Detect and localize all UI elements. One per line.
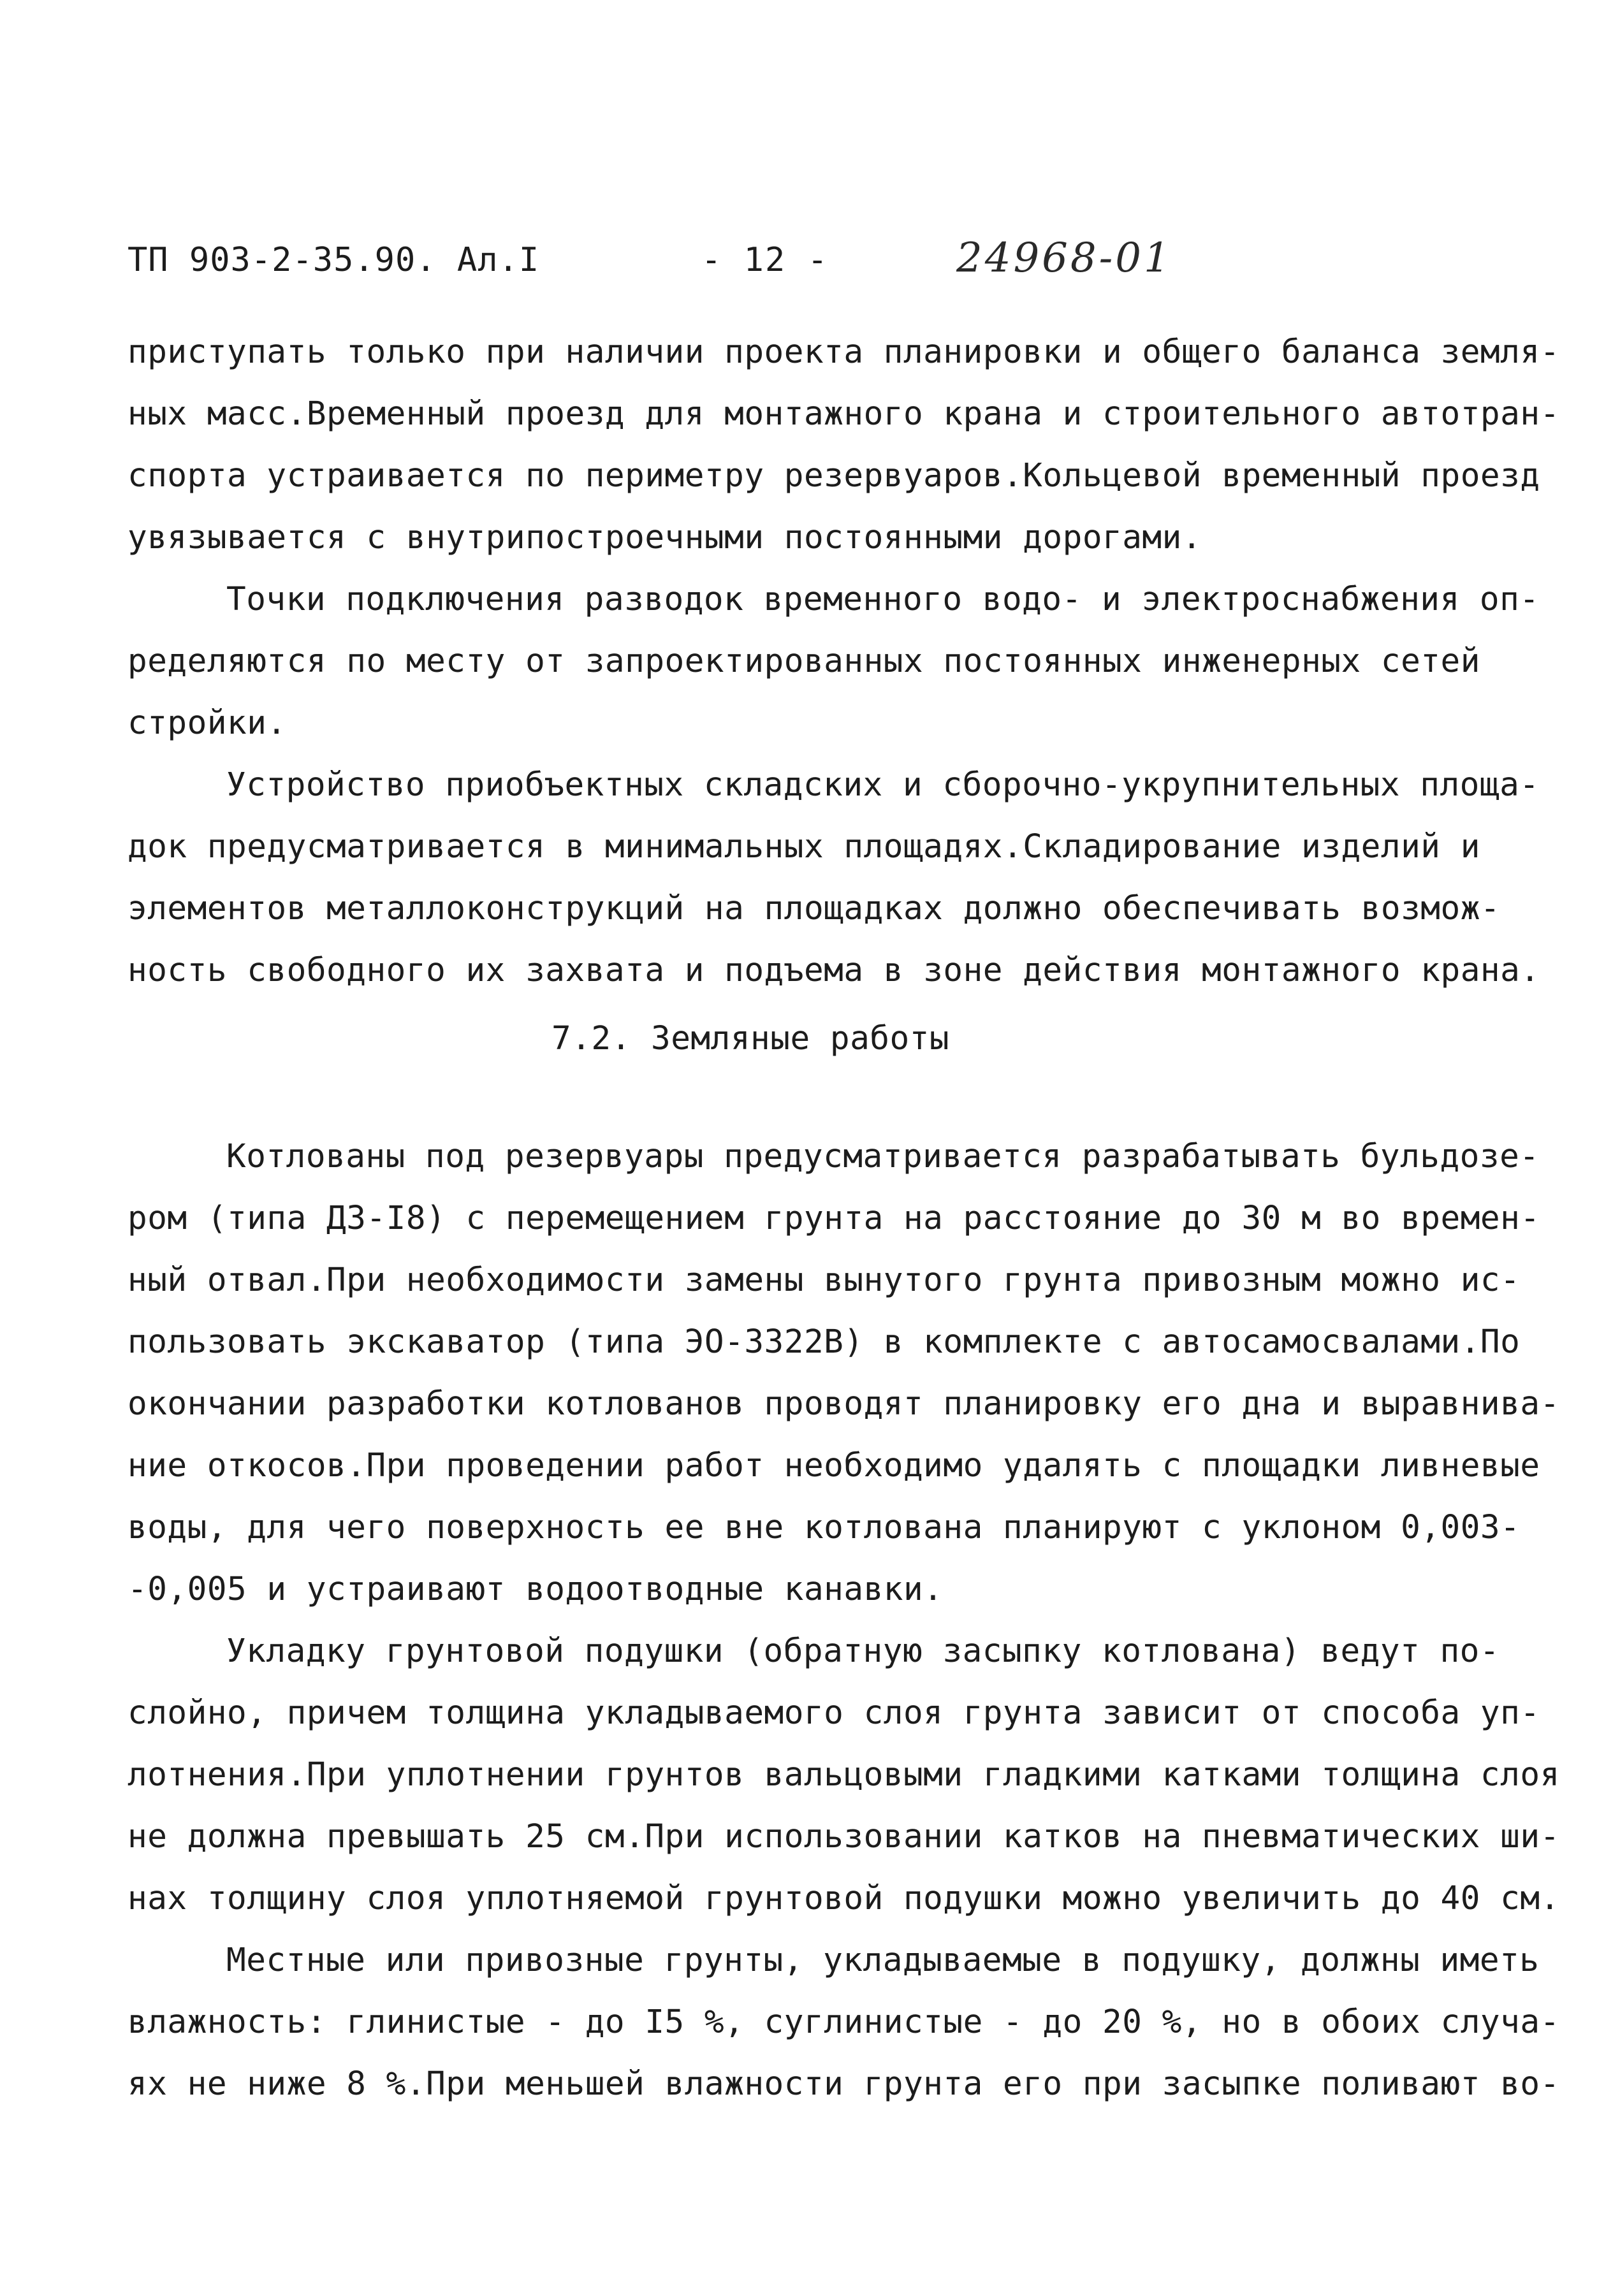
- text-line: пользовать экскаватор (типа ЭО-3322В) в комплекте с автосамосвалами.По: [128, 1323, 1521, 1361]
- text-line: -0,005 и устраивают водоотводные канавки.: [128, 1571, 944, 1608]
- text-line: ность свободного их захвата и подъема в зоне действия монтажного крана.: [128, 952, 1540, 989]
- text-line: элементов металлоконструкций на площадках должно обеспечивать возмож-: [128, 890, 1501, 927]
- page-number: - 12 -: [701, 241, 829, 279]
- document-code: ТП 903-2-35.90. Ал.I: [128, 241, 540, 279]
- text-line: нах толщину слоя уплотняемой грунтовой подушки можно увеличить до 40 см.: [128, 1880, 1560, 1917]
- text-line: ределяются по месту от запроектированных постоянных инженерных сетей: [128, 643, 1480, 680]
- text-line: приступать только при наличии проекта планировки и общего баланса земля-: [128, 333, 1560, 371]
- text-line: ных масс.Временный проезд для монтажного крана и строительного автотран-: [128, 395, 1560, 433]
- section-heading: 7.2. Земляные работы: [551, 1020, 950, 1057]
- text-line: слойно, причем толщина укладываемого слоя грунта зависит от способа уп-: [128, 1694, 1540, 1732]
- text-line: ях не ниже 8 %.При меньшей влажности грунта его при засыпке поливают во-: [128, 2065, 1560, 2103]
- text-line: спорта устраивается по периметру резервуаров.Кольцевой временный проезд: [128, 457, 1540, 495]
- text-line: стройки.: [128, 704, 287, 742]
- paragraph-first-line: Котлованы под резервуары предусматривается разрабатывать бульдозе-: [226, 1138, 1540, 1175]
- handwritten-inventory-number: 24968-01: [956, 235, 1172, 282]
- document-body: [128, 321, 1560, 2115]
- page-header: [128, 229, 1517, 293]
- text-line: док предусматривается в минимальных площадях.Складирование изделий и: [128, 828, 1480, 866]
- paragraph-first-line: Укладку грунтовой подушки (обратную засыпку котлована) ведут по-: [226, 1632, 1500, 1670]
- text-line: ный отвал.При необходимости замены вынутого грунта привозным можно ис-: [128, 1261, 1521, 1299]
- text-line: влажность: глинистые - до I5 %, суглинистые - до 20 %, но в обоих случа-: [128, 2003, 1560, 2041]
- paragraph-first-line: Местные или привозные грунты, укладываемые в подушку, должны иметь: [226, 1942, 1540, 1979]
- text-line: воды, для чего поверхность ее вне котлована планируют с уклоном 0,003-: [128, 1509, 1521, 1546]
- text-line: окончании разработки котлованов проводят планировку его дна и выравнива-: [128, 1385, 1560, 1423]
- text-line: не должна превышать 25 см.При использовании катков на пневматических ши-: [128, 1818, 1560, 1856]
- paragraph-first-line: Устройство приобъектных складских и сборочно-укрупнительных площа-: [226, 766, 1540, 804]
- text-line: ние откосов.При проведении работ необходимо удалять с площадки ливневые: [128, 1447, 1540, 1485]
- text-line: ром (типа ДЗ-I8) с перемещением грунта на расстояние до 30 м во времен-: [128, 1200, 1540, 1237]
- text-line: увязывается с внутрипостроечными постоянными дорогами.: [128, 519, 1202, 556]
- paragraph-first-line: Точки подключения разводок временного водо- и электроснабжения оп-: [226, 581, 1540, 618]
- text-line: лотнения.При уплотнении грунтов вальцовыми гладкими катками толщина слоя: [128, 1756, 1560, 1794]
